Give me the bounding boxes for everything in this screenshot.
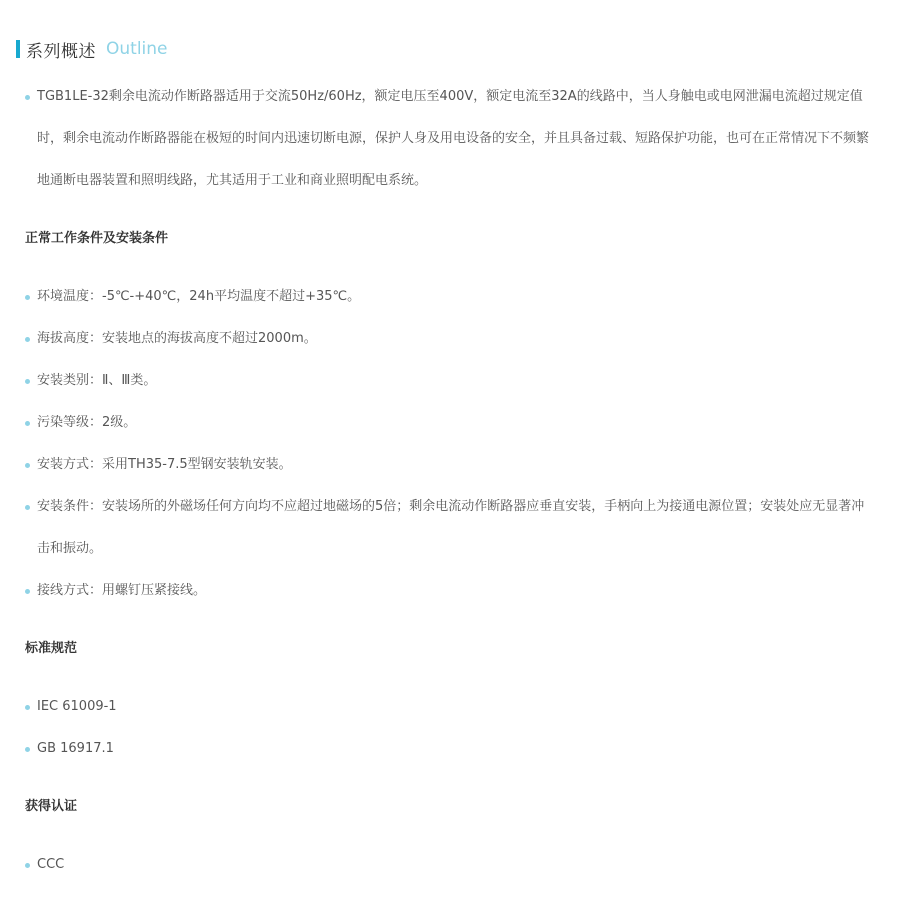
list-item: TGB1LE-32剩余电流动作断路器适用于交流50Hz/60Hz，额定电压至400V，额定电流至32A的线路中，当人身触电或电网泄漏电流超过规定值时，剩余电流动作断路器能在极短的时间内迅速切断电源，保护人身及用电设备的安全，并且具备过载、短路保护功能，也可在正常情况下不频繁地通断电器装置和照明线路，尤其适用于工业和商业照明配电系统。 (25, 76, 875, 202)
overview-list (25, 76, 875, 202)
conditions-list (25, 276, 875, 612)
certification-list (25, 844, 875, 886)
list-item: 安装类别：Ⅱ、Ⅲ类。 (25, 360, 875, 402)
list-item: GB 16917.1 (25, 728, 875, 770)
list-item: 安装条件：安装场所的外磁场任何方向均不应超过地磁场的5倍；剩余电流动作断路器应垂直安装，手柄向上为接通电源位置；安装处应无显著冲击和振动。 (25, 486, 875, 570)
list-item: CCC (25, 844, 875, 886)
list-item: 接线方式：用螺钉压紧接线。 (25, 570, 875, 612)
standards-list (25, 686, 875, 770)
list-item: 安装方式：采用TH35-7.5型钢安装轨安装。 (25, 444, 875, 486)
accent-bar (16, 40, 20, 58)
page-title: 系列概述 (26, 41, 96, 62)
section-title-conditions: 正常工作条件及安装条件 (25, 231, 169, 246)
list-item: 污染等级：2级。 (25, 402, 875, 444)
list-item: 环境温度：-5℃-+40℃，24h平均温度不超过+35℃。 (25, 276, 875, 318)
section-title-standards: 标准规范 (25, 641, 78, 656)
list-item: 海拔高度：安装地点的海拔高度不超过2000m。 (25, 318, 875, 360)
section-title-certification: 获得认证 (25, 799, 78, 814)
section-header (16, 38, 168, 60)
list-item: IEC 61009-1 (25, 686, 875, 728)
page-subtitle: Outline (106, 39, 168, 59)
main-content (25, 76, 875, 886)
